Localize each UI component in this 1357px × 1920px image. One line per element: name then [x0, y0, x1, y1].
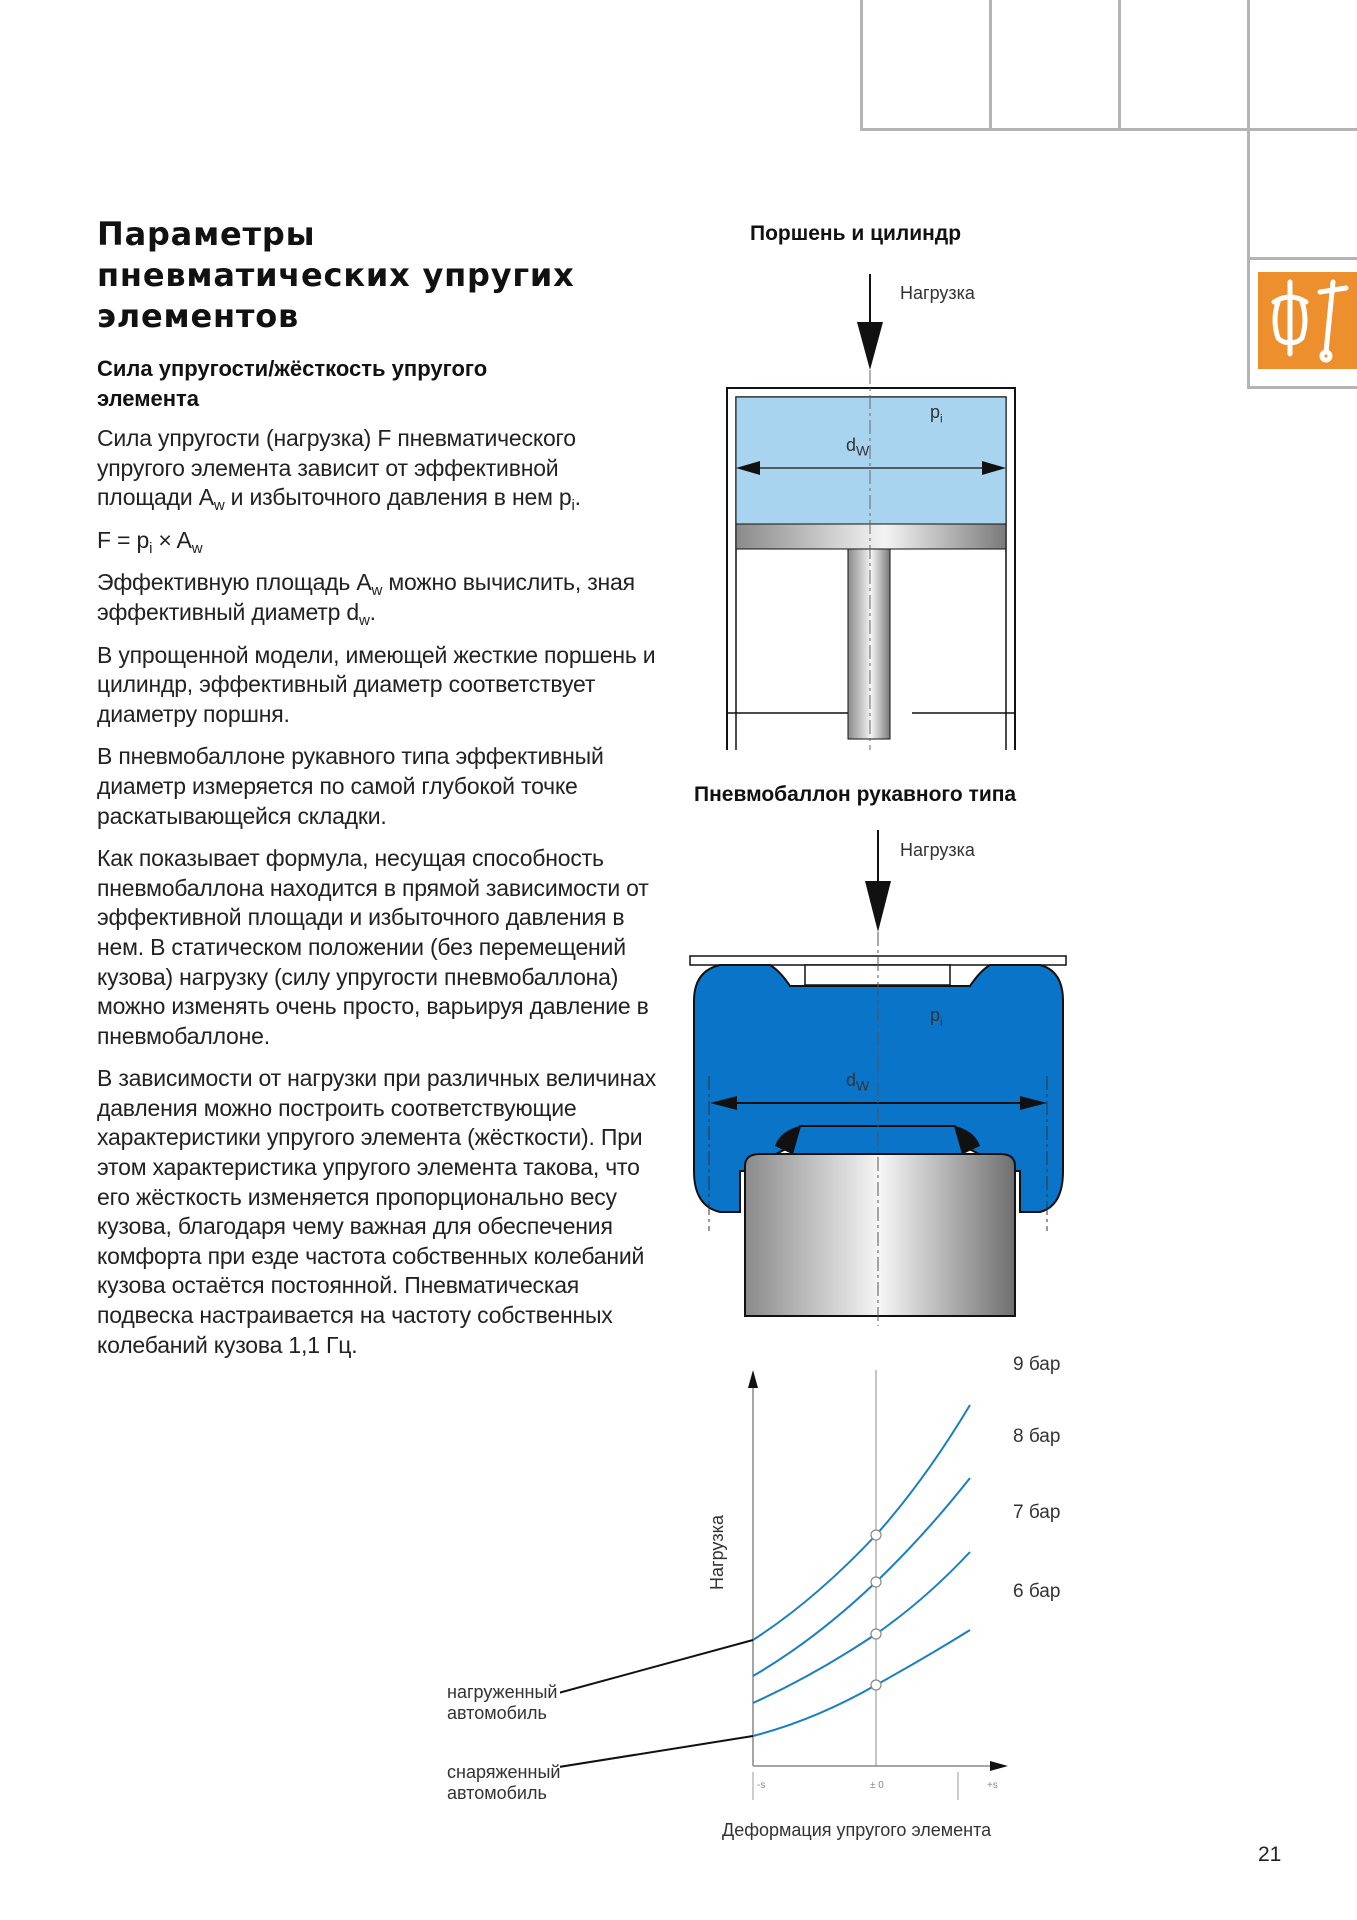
subscript: w: [358, 611, 370, 629]
subscript: w: [371, 582, 383, 600]
series-label-8bar: 8 бар: [1013, 1426, 1061, 1447]
article-body: [97, 424, 657, 1373]
page-title-line: пневматических упругих: [97, 256, 575, 294]
load-arrow-icon: [865, 881, 891, 932]
puller-tool-icon: [1258, 272, 1357, 369]
symbol: p: [930, 1005, 941, 1025]
x-tick-zero: ± 0: [870, 1780, 884, 1791]
subscript: W: [856, 442, 870, 459]
spring-characteristic-chart: [560, 1350, 1080, 1800]
series-label-7bar: 7 бар: [1013, 1502, 1061, 1523]
chart-y-axis-label: Нагрузка: [706, 1515, 727, 1590]
subtitle-line: Сила упругости/жёсткость упругого: [97, 356, 488, 381]
page-title: [97, 214, 657, 337]
x-tick-minus-s: -s: [757, 1780, 766, 1791]
sleeve-figure-title: Пневмобаллон рукавного типа: [694, 783, 1017, 806]
text-run: × A: [152, 526, 192, 553]
text-run: и избыточного давления в нем p: [224, 484, 572, 511]
paragraph-area: [97, 568, 657, 627]
text-run: Сила упругости (нагрузка) F пневматического упругого элемента зависит от эффективной площади A: [97, 425, 576, 511]
series-label-6bar: 6 бар: [1013, 1581, 1061, 1602]
paragraph-force: [97, 424, 657, 513]
subscript: i: [940, 411, 943, 426]
subtitle-line: элемента: [97, 386, 200, 411]
annotation-curb-vehicle: снаряженный автомобиль: [447, 1762, 561, 1803]
paragraph-characteristics: В зависимости от нагрузки при различных величинах давления можно построить соответствующие характеристики упругого элемента (жёсткости). При этом характеристика упругого элемента такова, что его жёсткость изменяется пропорционально весу кузова, благодаря чему важная для обеспечения комфорта при езде частота собственных колебаний кузова остаётся постоянной. Пневматическая подвеска настраивается на частоту собственных колебаний кузова 1,1 Гц.: [97, 1065, 657, 1358]
x-tick-plus-s: +s: [987, 1780, 998, 1791]
sleeve-pressure-label: [930, 1005, 943, 1029]
page-title-line: Параметры: [97, 215, 316, 253]
symbol: p: [930, 402, 941, 422]
page-grid-line: [989, 0, 992, 131]
page-grid-line: [1247, 386, 1357, 389]
subscript: i: [940, 1014, 943, 1029]
page-number: 21: [1258, 1843, 1282, 1866]
piston-cylinder-diagram: [700, 270, 1060, 750]
text-run: .: [369, 598, 376, 625]
paragraph-capacity: Как показывает формула, несущая способность пневмобаллона находится в прямой зависимости от эффективной площади и избыточного давления в нем. В статическом положении (без перемещений кузова) нагрузку (силу упругости пневмобаллона) можно изменять очень просто, варьируя давление в пневмобаллоне.: [97, 845, 649, 1049]
paragraph-sleeve: В пневмобаллоне рукавного типа эффективный диаметр измеряется по самой глубокой точке раскатывающейся складки.: [97, 743, 604, 829]
annotation-loaded-vehicle: нагруженный автомобиль: [447, 1682, 558, 1723]
sleeve-load-label: Нагрузка: [900, 840, 975, 860]
section-subtitle: [97, 354, 657, 414]
text-run: F = p: [97, 526, 150, 553]
section-tab-icon: [1258, 272, 1357, 369]
subscript: i: [571, 497, 575, 515]
page-grid-line: [1118, 0, 1121, 131]
series-label-9bar: 9 бар: [1013, 1354, 1061, 1375]
sleeve-air-spring-diagram: [680, 826, 1080, 1326]
paragraph-formula: [97, 526, 657, 556]
chart-x-axis-label: Деформация упругого элемента: [722, 1820, 992, 1840]
subscript: w: [191, 539, 203, 557]
piston-pressure-label: [930, 402, 943, 426]
page-grid-line: [1247, 0, 1250, 389]
paragraph-simple-model: В упрощенной модели, имеющей жесткие поршень и цилиндр, эффективный диаметр соответствует диаметру поршня.: [97, 641, 656, 727]
subscript: w: [213, 497, 225, 515]
piston-diameter-label: [846, 435, 869, 459]
subscript: i: [149, 539, 153, 557]
page-grid-line: [860, 128, 1357, 131]
symbol: d: [846, 435, 857, 455]
text-run: можно вычислить, зная эффективный диаметр d: [97, 569, 635, 625]
page-title-line: элементов: [97, 297, 300, 335]
page-grid-line: [860, 0, 863, 131]
sleeve-diameter-label: [846, 1070, 869, 1094]
piston-figure-title: Поршень и цилиндр: [750, 222, 962, 245]
text-run: .: [574, 484, 581, 511]
symbol: d: [846, 1070, 857, 1090]
load-arrow-icon: [857, 322, 883, 370]
text-run: Эффективную площадь A: [97, 569, 372, 596]
page-grid-line: [1247, 257, 1357, 260]
subscript: W: [856, 1077, 870, 1094]
piston-load-label: Нагрузка: [900, 283, 975, 303]
